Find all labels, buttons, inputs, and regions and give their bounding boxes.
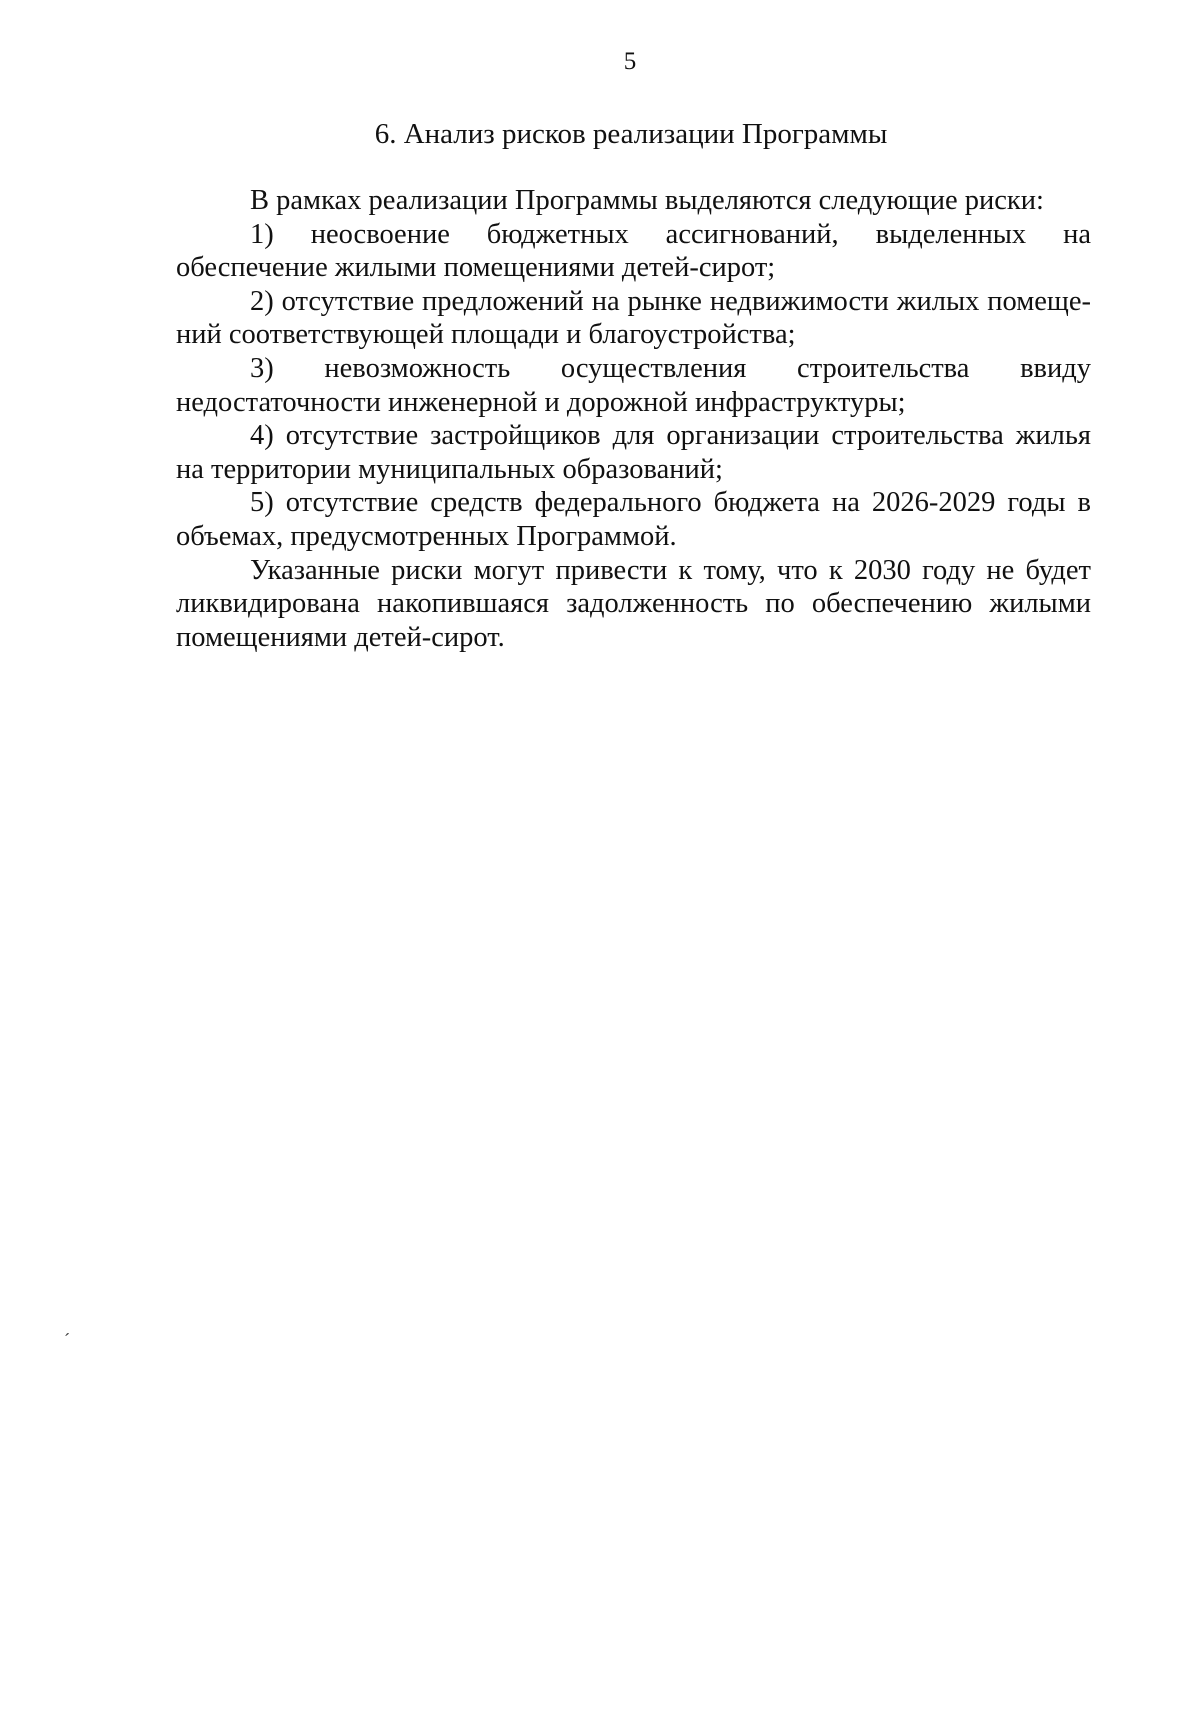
scan-artifact-mark: ˊ	[64, 1330, 70, 1350]
paragraph-risk-3: 3) невозможность осуществления строительства ввиду недостаточности инженерной и дорожной инфраструктуры;	[176, 352, 1091, 418]
paragraph-risk-4: 4) отсутствие застройщиков для организации строительства жилья на территории муниципальных образований;	[176, 420, 1091, 485]
paragraph-risk-5: 5) отсутствие средств федерального бюджета на 2026-2029 годы в объемах, предусмотренных Программой.	[176, 487, 1091, 552]
paragraph-risk-2: 2) отсутствие предложений на рынке недвижимости жилых помещений соответствующей площади и благоустройства;	[176, 285, 1091, 351]
paragraph-intro: В рамках реализации Программы выделяются следующие риски:	[250, 185, 1044, 216]
paragraph-risk-1: 1) неосвоение бюджетных ассигнований, выделенных на обеспечение жилыми помещениями детей-сирот;	[176, 218, 1091, 284]
body-text	[176, 184, 1091, 654]
paragraph-conclusion: Указанные риски могут привести к тому, что к 2030 году не будет ликвидирована накопившаяся задолженность по обеспечению жилыми помещениями детей-сирот.	[176, 554, 1091, 653]
page-number: 5	[623, 48, 637, 75]
section-title: 6. Анализ рисков реализации Программы	[374, 118, 888, 150]
